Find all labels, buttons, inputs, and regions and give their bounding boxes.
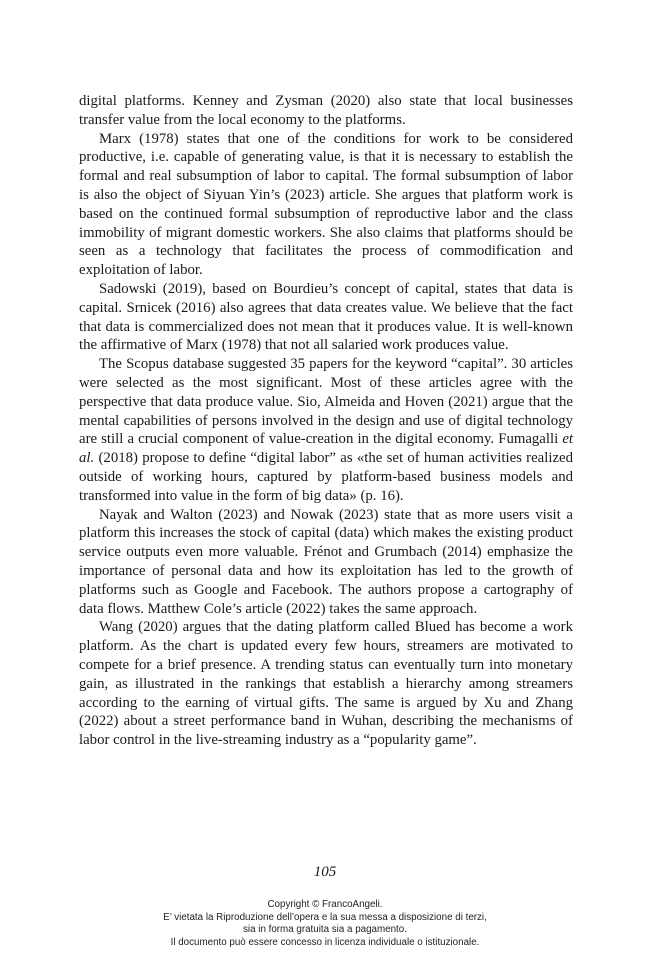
copyright-notice — [0, 899, 650, 949]
page-body — [79, 92, 573, 750]
copyright-line: Copyright © FrancoAngeli. — [267, 899, 383, 910]
paragraph — [79, 355, 573, 505]
page-number: 105 — [313, 864, 337, 880]
paragraph-text: Nayak and Walton (2023) and Nowak (2023) state that as more users visit a platform this increases the stock of capital (data) which makes the existing product service outputs even more valuable. Frénot and Grumbach (2014) emphasize the importance of personal data and how its exploitation has led to the growth of platforms such as Google and Facebook. The authors propose a cartography of data flows. Matthew Cole’s article (2022) takes the same approach. — [79, 506, 573, 617]
copyright-line: Il documento può essere concesso in licenza individuale o istituzionale. — [170, 936, 480, 948]
copyright-line: E’ vietata la Riproduzione dell’opera e la sua messa a disposizione di terzi, — [163, 911, 487, 923]
paragraph — [79, 280, 573, 355]
paragraph — [79, 130, 573, 280]
paragraph-text: The Scopus database suggested 35 papers for the keyword “capital”. 30 articles were selected as the most significant. Most of these articles agree with the perspective that data produce value. Sio, Almeida and Hoven (2021) argue that the mental capabilities of persons involved in the design and use of digital technology are still a crucial component of value-creation in the digital economy. Fumagalli — [79, 356, 573, 448]
copyright-line: sia in forma gratuita sia a pagamento. — [243, 924, 407, 935]
paragraph — [79, 92, 573, 130]
paragraph — [79, 506, 573, 619]
paragraph-text: Sadowski (2019), based on Bourdieu’s concept of capital, states that data is capital. Srnicek (2016) also agrees that data creates value. We believe that the fact that data is commercialized does not mean that it produces value. It is well-known the affirmative of Marx (1978) that not all salaried work produces value. — [79, 280, 573, 354]
paragraph-text: (2018) propose to define “digital labor” as «the set of human activities realized outside of working hours, captured by platform-based business models and transformed into value in the form of big data» (p. 16). — [79, 450, 573, 504]
paragraph-text: Marx (1978) states that one of the conditions for work to be considered productive, i.e. capable of generating value, is that it is necessary to establish the formal and real subsumption of labor to capital. The formal subsumption of labor is also the object of Siyuan Yin’s (2023) article. She argues that platform work is based on the continued formal subsumption of reproductive labor and the class immobility of migrant domestic workers. She also claims that platforms should be seen as a technology that facilitates the process of commodification and exploitation of labor. — [79, 130, 573, 279]
paragraph — [79, 618, 573, 750]
italic-text: et al. — [79, 431, 573, 467]
paragraph-text: Wang (2020) argues that the dating platform called Blued has become a work platform. As the chart is updated every few hours, streamers are motivated to compete for a brief presence. A trending status can eventually turn into monetary gain, as illustrated in the rankings that establish a hierarchy among streamers according to the earning of virtual gifts. The same is argued by Xu and Zhang (2022) about a street performance band in Wuhan, describing the mechanisms of labor control in the live-streaming industry as a “popularity game”. — [79, 619, 573, 749]
paragraph-text: digital platforms. Kenney and Zysman (2020) also state that local businesses transfer value from the local economy to the platforms. — [79, 93, 573, 128]
